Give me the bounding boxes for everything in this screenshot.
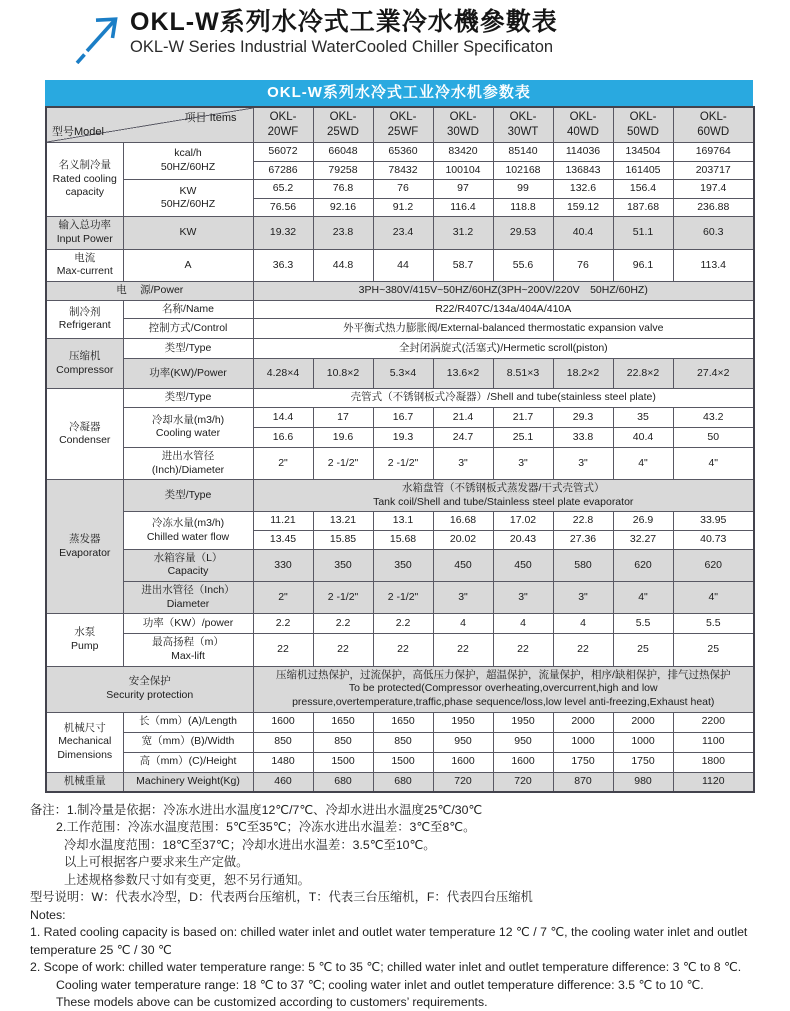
value-cell: 3" (433, 582, 493, 614)
value-cell: 102168 (493, 161, 553, 180)
row-category: 机械尺寸 Mechanical Dimensions (46, 712, 123, 772)
value-cell: 外平衡式热力膨胀阀/External-balanced thermostatic expansion valve (253, 319, 754, 339)
value-cell: 27.36 (553, 531, 613, 550)
value-cell: 76 (553, 249, 613, 281)
value-cell: 22 (313, 634, 373, 666)
value-cell: 76 (373, 180, 433, 199)
value-cell: 350 (313, 549, 373, 581)
note-line: 2.工作范围：冷冻水温度范围：5℃至35℃；冷冻水进出水温差：3℃至8℃。 (56, 820, 476, 835)
note-line: Cooling water temperature range: 18 ℃ to 37 ℃; cooling water inlet and outlet temperature difference: 3.5 ℃ to 10 ℃. (56, 977, 704, 992)
value-cell: 76.8 (313, 180, 373, 199)
value-cell: 1600 (433, 752, 493, 772)
row-item: 宽（mm）(B)/Width (123, 732, 253, 752)
value-cell: 43.2 (673, 407, 754, 427)
model-header: OKL- 60WD (673, 107, 754, 142)
model-header: OKL- 20WF (253, 107, 313, 142)
value-cell: 23.4 (373, 217, 433, 249)
value-cell: 51.1 (613, 217, 673, 249)
value-cell: 65.2 (253, 180, 313, 199)
row-item: 类型/Type (123, 339, 253, 359)
value-cell: 5.5 (673, 614, 754, 634)
row-item: 类型/Type (123, 480, 253, 512)
value-cell: 25 (673, 634, 754, 666)
value-cell: 620 (673, 549, 754, 581)
table-banner: OKL-W系列水冷式工业冷水机参数表 (45, 80, 753, 106)
value-cell: 22 (433, 634, 493, 666)
row-item: 名称/Name (123, 300, 253, 319)
value-cell: 36.3 (253, 249, 313, 281)
row-category: 蒸发器 Evaporator (46, 480, 123, 614)
value-cell: 21.4 (433, 407, 493, 427)
row-category: 名义制冷量 Rated cooling capacity (46, 142, 123, 217)
value-cell: 450 (433, 549, 493, 581)
value-cell: 13.1 (373, 512, 433, 531)
value-cell: 55.6 (493, 249, 553, 281)
row-item: 最高扬程（m） Max-lift (123, 634, 253, 666)
model-header: OKL- 30WT (493, 107, 553, 142)
value-cell: 187.68 (613, 198, 673, 217)
value-cell: 壳管式（不锈钢板式冷凝器）/Shell and tube(stainless steel plate) (253, 389, 754, 408)
value-cell: 3" (493, 447, 553, 479)
arrow-up-right-icon (72, 8, 124, 64)
value-cell: 76.56 (253, 198, 313, 217)
value-cell: 156.4 (613, 180, 673, 199)
value-cell: 23.8 (313, 217, 373, 249)
value-cell: 197.4 (673, 180, 754, 199)
value-cell: 5.3×4 (373, 359, 433, 389)
model-header: OKL- 30WD (433, 107, 493, 142)
value-cell: 79258 (313, 161, 373, 180)
note-line: 2. Scope of work: chilled water temperature range: 5 ℃ to 35 ℃; chilled water inlet and outlet temperature difference: 3 ℃ to 8 ℃. (30, 960, 742, 975)
value-cell: 50 (673, 427, 754, 447)
value-cell: 1800 (673, 752, 754, 772)
value-cell: 31.2 (433, 217, 493, 249)
value-cell: 4" (613, 447, 673, 479)
value-cell: 950 (493, 732, 553, 752)
value-cell: 680 (373, 772, 433, 792)
value-cell: 16.68 (433, 512, 493, 531)
value-cell: 25 (613, 634, 673, 666)
value-cell: 850 (373, 732, 433, 752)
value-cell: 203717 (673, 161, 754, 180)
value-cell: 13.45 (253, 531, 313, 550)
model-header: OKL- 50WD (613, 107, 673, 142)
value-cell: 1120 (673, 772, 754, 792)
value-cell: 66048 (313, 142, 373, 161)
notes-chinese (30, 802, 762, 907)
value-cell: 450 (493, 549, 553, 581)
value-cell: 16.7 (373, 407, 433, 427)
value-cell: 3" (433, 447, 493, 479)
value-cell: 40.73 (673, 531, 754, 550)
row-category: 冷凝器 Condenser (46, 389, 123, 480)
row-item: 进出水管径 (Inch)/Diameter (123, 447, 253, 479)
value-cell: 4 (433, 614, 493, 634)
page-title-en: OKL-W Series Industrial WaterCooled Chiller Specificaton (130, 37, 554, 56)
value-cell: 56072 (253, 142, 313, 161)
value-cell: 1480 (253, 752, 313, 772)
value-cell: 116.4 (433, 198, 493, 217)
value-cell: 236.88 (673, 198, 754, 217)
value-cell: 350 (373, 549, 433, 581)
value-cell: 19.3 (373, 427, 433, 447)
value-cell: 10.8×2 (313, 359, 373, 389)
value-cell: 2 -1/2" (313, 447, 373, 479)
value-cell: 全封闭涡旋式(活塞式)/Hermetic scroll(piston) (253, 339, 754, 359)
value-cell: 22.8 (553, 512, 613, 531)
note-line: 备注：1.制冷量是依据：冷冻水进出水温度12℃/7℃、冷却水进出水温度25℃/30℃ (30, 803, 483, 818)
value-cell: 17.02 (493, 512, 553, 531)
value-cell: 11.21 (253, 512, 313, 531)
value-cell: 1000 (613, 732, 673, 752)
value-cell: 67286 (253, 161, 313, 180)
value-cell: 44.8 (313, 249, 373, 281)
value-cell: 15.68 (373, 531, 433, 550)
row-item: 进出水管径（Inch） Diameter (123, 582, 253, 614)
value-cell: 1950 (493, 712, 553, 732)
value-cell: 15.85 (313, 531, 373, 550)
value-cell: 22 (373, 634, 433, 666)
row-item: 控制方式/Control (123, 319, 253, 339)
value-cell: 13.21 (313, 512, 373, 531)
value-cell: 2.2 (313, 614, 373, 634)
value-cell: 40.4 (553, 217, 613, 249)
value-cell: 16.6 (253, 427, 313, 447)
value-cell: 2000 (613, 712, 673, 732)
value-cell: 99 (493, 180, 553, 199)
row-category: 机械重量 (46, 772, 123, 792)
value-cell: 2" (253, 582, 313, 614)
value-cell: 44 (373, 249, 433, 281)
value-cell: 13.6×2 (433, 359, 493, 389)
value-cell: 169764 (673, 142, 754, 161)
value-cell: 14.4 (253, 407, 313, 427)
value-cell: 4.28×4 (253, 359, 313, 389)
value-cell: 1650 (373, 712, 433, 732)
row-item: 冷冻水量(m3/h) Chilled water flow (123, 512, 253, 549)
value-cell: 18.2×2 (553, 359, 613, 389)
value-cell: 78432 (373, 161, 433, 180)
value-cell: 17 (313, 407, 373, 427)
row-item: A (123, 249, 253, 281)
value-cell: 2.2 (373, 614, 433, 634)
value-cell: 720 (433, 772, 493, 792)
model-header: OKL- 40WD (553, 107, 613, 142)
value-cell: 3" (553, 582, 613, 614)
value-cell: 21.7 (493, 407, 553, 427)
row-item: kcal/h 50HZ/60HZ (123, 142, 253, 179)
value-cell: 4" (613, 582, 673, 614)
spec-table (45, 106, 755, 793)
value-cell: 113.4 (673, 249, 754, 281)
page-header (0, 0, 790, 64)
note-line: 冷却水温度范围：18℃至37℃；冷却水进出水温差：3.5℃至10℃。 (64, 837, 436, 852)
row-item: 冷却水量(m3/h) Cooling water (123, 407, 253, 447)
value-cell: 65360 (373, 142, 433, 161)
value-cell: 3" (553, 447, 613, 479)
value-cell: 8.51×3 (493, 359, 553, 389)
value-cell: 4 (493, 614, 553, 634)
value-cell: 19.6 (313, 427, 373, 447)
row-category: 电 源/Power (46, 282, 253, 301)
value-cell: 850 (313, 732, 373, 752)
value-cell: 85140 (493, 142, 553, 161)
value-cell: 58.7 (433, 249, 493, 281)
value-cell: 134504 (613, 142, 673, 161)
value-cell: 580 (553, 549, 613, 581)
row-item: 高（mm）(C)/Height (123, 752, 253, 772)
value-cell: 720 (493, 772, 553, 792)
value-cell: 83420 (433, 142, 493, 161)
value-cell: 3" (493, 582, 553, 614)
value-cell: 4" (673, 582, 754, 614)
value-cell: 460 (253, 772, 313, 792)
value-cell: 950 (433, 732, 493, 752)
value-cell: 159.12 (553, 198, 613, 217)
notes-english (30, 907, 762, 1011)
row-item: 类型/Type (123, 389, 253, 408)
value-cell: 1000 (553, 732, 613, 752)
value-cell: 2 -1/2" (313, 582, 373, 614)
corner-model-label: 型号Model (52, 125, 104, 138)
note-line: 上述规格参数尺寸如有变更，恕不另行通知。 (64, 872, 310, 887)
note-line: 1. Rated cooling capacity is based on: chilled water inlet and outlet water temperature 12 ℃ / 7 ℃, the cooling water inlet and outlet temperature 25 ℃ / 30 ℃ (30, 925, 748, 957)
value-cell: 91.2 (373, 198, 433, 217)
value-cell: 33.8 (553, 427, 613, 447)
row-category: 电流 Max-current (46, 249, 123, 281)
value-cell: 92.16 (313, 198, 373, 217)
model-header: OKL- 25WD (313, 107, 373, 142)
value-cell: 330 (253, 549, 313, 581)
value-cell: 26.9 (613, 512, 673, 531)
value-cell: 97 (433, 180, 493, 199)
value-cell: 22.8×2 (613, 359, 673, 389)
value-cell: 22 (553, 634, 613, 666)
value-cell: 114036 (553, 142, 613, 161)
value-cell: 29.53 (493, 217, 553, 249)
notes-section (30, 802, 762, 1011)
value-cell: 水箱盘管（不锈钢板式蒸发器/干式壳管式） Tank coil/Shell and tube/Stainless steel plate evaporator (253, 480, 754, 512)
value-cell: 4" (673, 447, 754, 479)
value-cell: 压缩机过热保护，过流保护，高低压力保护，超温保护，流量保护，相序/缺相保护，排气过热保护 To be protected(Compressor overheating,overcurrent,high and low pressure,overtemperature,traffic,phase sequence/loss,low level anti-freezing,Exhaust heat) (253, 666, 754, 712)
value-cell: 980 (613, 772, 673, 792)
value-cell: 118.8 (493, 198, 553, 217)
value-cell: 136843 (553, 161, 613, 180)
value-cell: 27.4×2 (673, 359, 754, 389)
row-item: KW (123, 217, 253, 249)
row-item: KW 50HZ/60HZ (123, 180, 253, 217)
row-item: Machinery Weight(Kg) (123, 772, 253, 792)
value-cell: 5.5 (613, 614, 673, 634)
value-cell: 620 (613, 549, 673, 581)
value-cell: 132.6 (553, 180, 613, 199)
value-cell: 96.1 (613, 249, 673, 281)
value-cell: 2" (253, 447, 313, 479)
value-cell: 2000 (553, 712, 613, 732)
value-cell: 1100 (673, 732, 754, 752)
value-cell: 1750 (553, 752, 613, 772)
row-category: 水泵 Pump (46, 614, 123, 666)
value-cell: 20.02 (433, 531, 493, 550)
value-cell: 1650 (313, 712, 373, 732)
row-category: 输入总功率 Input Power (46, 217, 123, 249)
value-cell: 33.95 (673, 512, 754, 531)
value-cell: 1950 (433, 712, 493, 732)
row-category: 压缩机 Compressor (46, 339, 123, 389)
value-cell: 40.4 (613, 427, 673, 447)
value-cell: 19.32 (253, 217, 313, 249)
value-cell: 680 (313, 772, 373, 792)
value-cell: 20.43 (493, 531, 553, 550)
value-cell: 2.2 (253, 614, 313, 634)
value-cell: 3PH~380V/415V~50HZ/60HZ(3PH~200V/220V 50HZ/60HZ) (253, 282, 754, 301)
row-item: 水箱容量（L） Capacity (123, 549, 253, 581)
value-cell: 29.3 (553, 407, 613, 427)
row-item: 长（mm）(A)/Length (123, 712, 253, 732)
corner-header (46, 107, 253, 142)
value-cell: 161405 (613, 161, 673, 180)
note-line: 以上可根据客户要求来生产定做。 (64, 855, 249, 870)
row-category: 制冷剂 Refrigerant (46, 300, 123, 339)
corner-items-label: 项目 Items (184, 112, 237, 124)
value-cell: 850 (253, 732, 313, 752)
value-cell: 100104 (433, 161, 493, 180)
value-cell: 1750 (613, 752, 673, 772)
model-header: OKL- 25WF (373, 107, 433, 142)
value-cell: 22 (253, 634, 313, 666)
row-category: 安全保护 Security protection (46, 666, 253, 712)
value-cell: 22 (493, 634, 553, 666)
value-cell: 1500 (373, 752, 433, 772)
value-cell: 2200 (673, 712, 754, 732)
row-item: 功率（KW）/power (123, 614, 253, 634)
page-title-zh: OKL-W系列水冷式工業冷水機參數表 (130, 8, 558, 36)
value-cell: 1500 (313, 752, 373, 772)
value-cell: 24.7 (433, 427, 493, 447)
value-cell: 870 (553, 772, 613, 792)
value-cell: 2 -1/2" (373, 447, 433, 479)
value-cell: 2 -1/2" (373, 582, 433, 614)
value-cell: 60.3 (673, 217, 754, 249)
note-line: These models above can be customized according to customers’ requirements. (56, 995, 488, 1010)
value-cell: 4 (553, 614, 613, 634)
value-cell: R22/R407C/134a/404A/410A (253, 300, 754, 319)
note-line: Notes: (30, 907, 66, 922)
value-cell: 1600 (253, 712, 313, 732)
value-cell: 25.1 (493, 427, 553, 447)
value-cell: 32.27 (613, 531, 673, 550)
note-line: 型号说明：W：代表水冷型，D：代表两台压缩机，T：代表三台压缩机，F：代表四台压缩机 (30, 890, 533, 905)
row-item: 功率(KW)/Power (123, 359, 253, 389)
title-block (130, 8, 558, 58)
value-cell: 1600 (493, 752, 553, 772)
value-cell: 35 (613, 407, 673, 427)
